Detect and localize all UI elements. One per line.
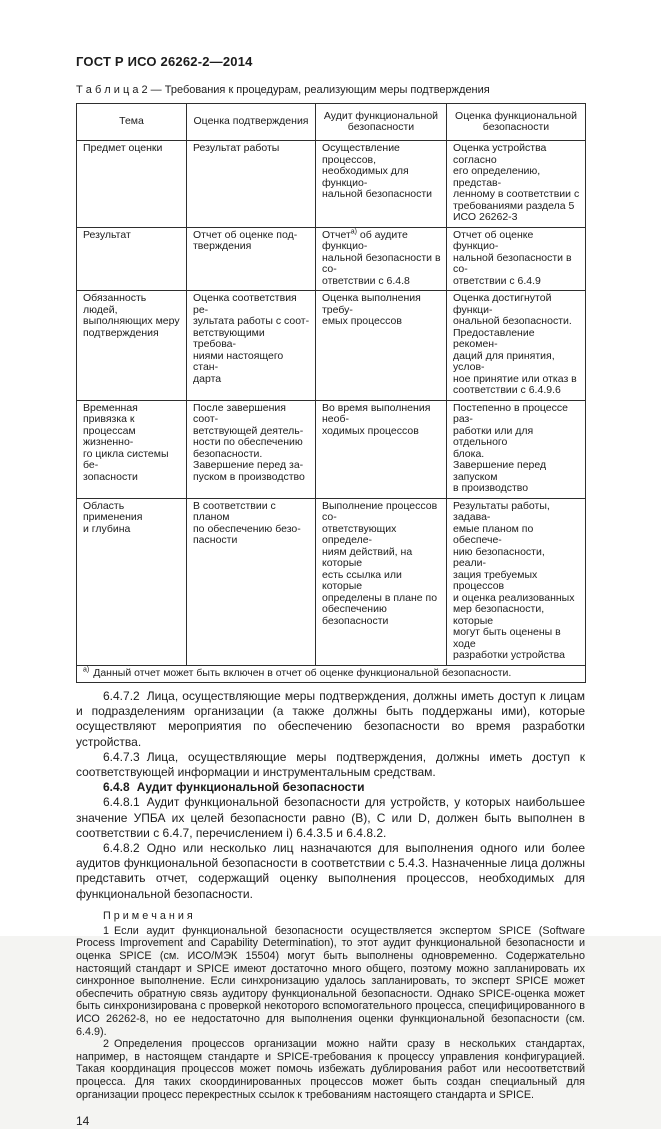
- table-cell: Постепенно в процессе раз- работки или для отдельного блока. Завершение перед запуском в производство: [447, 400, 586, 498]
- page-number: 14: [76, 1114, 90, 1129]
- table-row: [77, 400, 586, 498]
- table-cell: Результаты работы, задава- емые планом по обеспече- нию безопасности, реали- зация требуемых процессов и оценка реализованных мер безопасности, которые могут быть оценены в ходе разработки устройства: [447, 498, 586, 665]
- column-header-topic: Тема: [77, 104, 187, 141]
- note-number: 1: [103, 924, 110, 937]
- table-cell: Результат работы: [187, 141, 316, 228]
- note-text: Определения процессов организации можно найти сразу в нескольких стандартах, например, в настоящем стандарте и SPICE-требования к процессу управления конфигурацией. Такая координация процессов может помочь избежать дублирования работ или несоответствий процесса. Для таких скоординированных процессов может быть создан специальный для организации процесс перекрестных ссылок к требованиям настоящего стандарта и SPICE.: [76, 1038, 585, 1101]
- table-cell: Оценка устройства согласно его определению, представ- ленному в соответствии с требованиями раздела 5 ИСО 26262-3: [447, 141, 586, 228]
- table-cell: Оценка выполнения требу- емых процессов: [316, 291, 447, 401]
- table-cell: Отчет об оценке под- тверждения: [187, 227, 316, 291]
- table-header-row: [77, 104, 586, 141]
- table-caption: Т а б л и ц а 2 — Требования к процедурам, реализующим меры подтверждения: [76, 84, 490, 96]
- notes-label: П р и м е ч а н и я: [103, 909, 193, 922]
- body-text: [76, 689, 585, 1129]
- note-number: 2: [103, 1038, 110, 1051]
- clause-number: 6.4.7.2: [103, 689, 140, 703]
- clause-number: 6.4.8.1: [103, 795, 140, 810]
- clause-text: Лица, осуществляющие меры подтверждения, должны иметь доступ к соответствующей информации и инструментальным средствам.: [76, 749, 585, 780]
- table-row: [77, 141, 586, 228]
- column-header-confirmation-review: Оценка подтверждения: [187, 104, 316, 141]
- table-footnote-row: [77, 665, 586, 683]
- table-cell: Отчет об оценке функцио- нальной безопасности в со- ответствии с 6.4.9: [447, 227, 586, 291]
- table-cell: Осуществление процессов, необходимых для функцио- нальной безопасности: [316, 141, 447, 228]
- paragraph-6-4-7-2: [76, 689, 585, 750]
- document-header: ГОСТ Р ИСО 26262-2—2014: [76, 54, 253, 69]
- table-cell: Предмет оценки: [77, 141, 187, 228]
- paragraph-6-4-8-1: [76, 795, 585, 841]
- table-cell: Во время выполнения необ- ходимых процессов: [316, 400, 447, 498]
- table-cell: Область применения и глубина: [77, 498, 187, 665]
- paragraph-6-4-7-3: [76, 750, 585, 780]
- note-item-1: [76, 925, 585, 1038]
- confirmation-measures-table: [76, 103, 586, 683]
- footnote-marker: а): [83, 666, 90, 673]
- table-cell: В соответствии с планом по обеспечению безо- пасности: [187, 498, 316, 665]
- notes-block: [76, 910, 585, 1101]
- note-text: Если аудит функциональной безопасности осуществляется экспертом SPICE (Software Process Improvement and Capability Determination), то этот аудит функциональной безопасности и оценка SPICE (см. ИСО/МЭК 15504) могут быть выполнены одновременно. Содержательно настоящий стандарт и SPICE имеют достаточно много общего, поэтому можно запланировать их синхронное выполнение. Если синхронизацию удалось запланировать, то эксперт SPICE может обеспечить обратную связь аудитору функциональной безопасности. Однако SPICE-оценка может быть синхронизирована с проверкой некоторого вспомогательного процесса, специфицированного в ИСО 26262-8, но ее недостаточно для выполнения оценки функциональной безопасности (см. 6.4.9).: [76, 924, 585, 1038]
- table-cell: Оценка соответствия ре- зультата работы с соот- ветствующими требова- ниями настоящего стан- дарта: [187, 291, 316, 401]
- heading-text: Аудит функциональной безопасности: [136, 780, 365, 795]
- clause-text: Аудит функциональной безопасности для устройств, у которых наибольшее значение УПБА их целей безопасности равно (B), C или D, должен быть выполнен в соответствии с 6.4.7, перечислением i) 6.4.3.5 и 6.4.8.2.: [76, 795, 585, 840]
- table-row: [77, 227, 586, 291]
- section-heading-6-4-8: [76, 780, 585, 795]
- column-header-safety-assessment: Оценка функциональной безопасности: [447, 104, 586, 141]
- table-cell: Временная привязка к процессам жизненно- го цикла системы бе- зопасности: [77, 400, 187, 498]
- table-cell: Результат: [77, 227, 187, 291]
- clause-number: 6.4.7.3: [103, 749, 140, 764]
- table-cell: Обязанность людей, выполняющих меру подтверждения: [77, 291, 187, 401]
- note-item-2: [76, 1038, 585, 1101]
- clause-text: Лица, осуществляющие меры подтверждения, должны иметь доступ к лицам и подразделениям организации (а также должны быть поддержаны ими), которые осуществляют мероприятия по обеспечению безопасности во время разработки устройства.: [76, 689, 585, 749]
- table-cell: После завершения соот- ветствующей деятель- ности по обеспечению безопасности. Завершение перед за- пуском в производство: [187, 400, 316, 498]
- clause-number: 6.4.8: [103, 780, 130, 795]
- table-cell: Выполнение процессов со- ответствующих определе- ниям действий, на которые есть ссылка или которые определены в плане по обеспечению безопасности: [316, 498, 447, 665]
- footnote-text: Данный отчет может быть включен в отчет об оценке функциональной безопасности.: [93, 666, 512, 679]
- clause-number: 6.4.8.2: [103, 841, 140, 856]
- table-row: [77, 498, 586, 665]
- paragraph-6-4-8-2: [76, 841, 585, 902]
- table-cell: Оценка достигнутой функци- ональной безопасности. Предоставление рекомен- даций для принятия, услов- ное принятие или отказ в соответствии с 6.4.9.6: [447, 291, 586, 401]
- footnote-reference-marker: а): [350, 228, 357, 235]
- table-footnote: [77, 665, 586, 683]
- column-header-safety-audit: Аудит функциональной безопасности: [316, 104, 447, 141]
- table-row: [77, 291, 586, 401]
- clause-text: Одно или несколько лиц назначаются для выполнения одного или более аудитов функциональной безопасности в соответствии с 5.4.3. Назначенные лица должны представить отчет, содержащий оценку выполнения процессов, необходимых для функциональной безопасности.: [76, 841, 585, 901]
- table-cell: Отчет$^{а)}$ об аудите функцио- нальной безопасности в со- ответствии с 6.4.8: [316, 227, 447, 291]
